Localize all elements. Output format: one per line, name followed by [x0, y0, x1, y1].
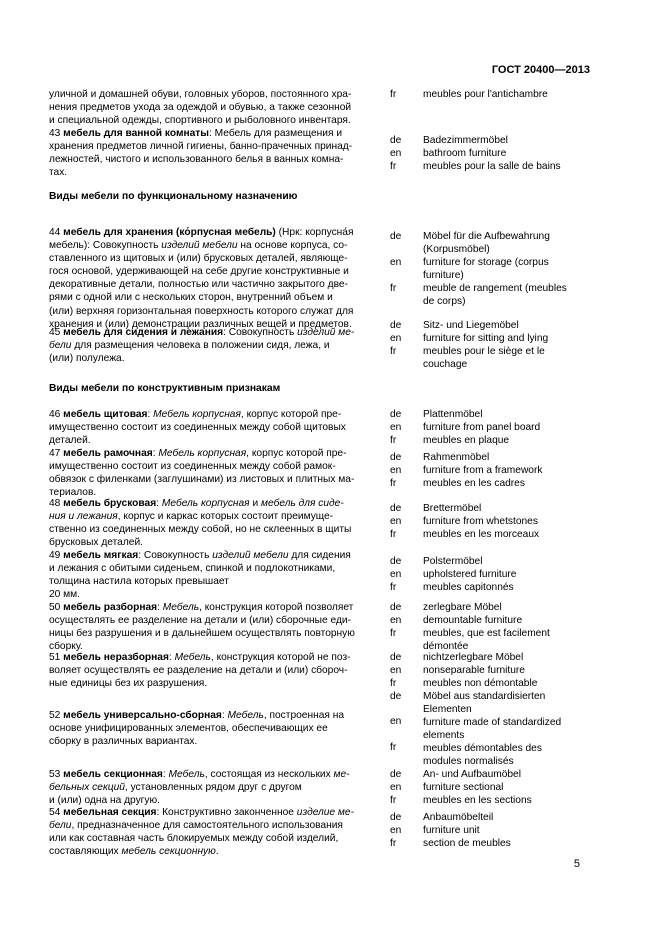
entry-51-text: , конструкция которой не поз-	[210, 652, 351, 663]
entry-48-translations	[423, 502, 593, 541]
entry-44-line-2	[49, 239, 388, 252]
entry-49-text: : Совокупность	[138, 550, 213, 561]
entry-52-text: :	[221, 710, 228, 721]
entry-53-translations	[423, 768, 593, 807]
tr-line: couchage	[423, 359, 468, 371]
entry-44-line-3: ставленного из щитовых и (или) брусковых деталей, являюще-	[49, 253, 348, 265]
entry-47-text: :	[152, 448, 159, 459]
entry-54-text: составляющих	[49, 846, 122, 858]
entry-53-text: :	[162, 769, 169, 780]
entry-51-text: :	[168, 652, 175, 663]
entry-44-text: на основе корпуса, со-	[237, 240, 348, 252]
entry-49-line-1	[49, 549, 388, 562]
entry-54-line-4	[49, 845, 388, 858]
entry-46-text: , корпус которой пре-	[240, 409, 342, 420]
entry-51-line-3: ные единицы без их разрушения.	[49, 678, 208, 690]
entry-44-line-5: декоративные детали, полностью или частично закрытого две-	[49, 279, 348, 291]
entry-45-line-2	[49, 339, 388, 352]
entry-46-definition	[49, 408, 388, 447]
entry-51-line-1	[49, 651, 388, 664]
entry-50-number: 50	[49, 602, 64, 613]
entry-43-line-2: хранения предметов личной гигиены, банно-прачечных принад-	[49, 141, 353, 153]
tr-line: (Korpusmöbel)	[423, 244, 490, 256]
entry-43-translations	[423, 134, 593, 173]
entry-53-line-1	[49, 768, 388, 781]
entry-44-line-7: (или) верхняя горизонтальная поверхность которого служат для	[49, 305, 354, 317]
entry-48-line-4: брусковых деталей.	[49, 537, 143, 549]
tr-en: furniture sectional	[423, 782, 504, 794]
entry-48-text: , корпус и каркас которых состоит преимуще-	[117, 511, 334, 523]
tr-de: An- und Aufbaumöbel	[423, 769, 521, 780]
lang-de: de	[390, 652, 402, 663]
entry-49-text: для сидения	[288, 550, 351, 561]
lang-en: en	[390, 422, 402, 434]
tr-line: furniture)	[423, 270, 464, 282]
lang-fr: fr	[390, 838, 397, 850]
entry-47-number: 47	[49, 448, 64, 459]
entry-49-line-4: 20 мм.	[49, 589, 81, 601]
entry-45-line-3: (или) полулежа.	[49, 353, 125, 365]
tr-line: meubles, que est facilement	[423, 628, 550, 640]
entry-52-line-2: основе унифицированных элементов, обеспечивающих ее	[49, 723, 328, 735]
entry-52-italic: Мебель	[227, 710, 264, 721]
entry-50-translations	[423, 601, 593, 653]
lang-en: en	[390, 148, 402, 160]
intro-lang: fr	[390, 89, 397, 100]
entry-44-line-6: рями с одной или с нескольких сторон, внутренний объем и	[49, 292, 333, 304]
lang-en: en	[390, 825, 402, 837]
entry-48-line-1	[49, 497, 388, 510]
lang-en: en	[390, 465, 402, 477]
entry-53-line-2	[49, 781, 388, 794]
tr-en: furniture from whetstones	[423, 516, 538, 528]
tr-fr: meubles capitonnés	[423, 582, 514, 594]
lang-fr: fr	[390, 478, 397, 490]
entry-54-line-3: или как составная часть блокируемых между собой изделий,	[49, 833, 339, 845]
entry-52-term: мебель универсально-сборная	[63, 710, 222, 721]
lang-de: de	[390, 769, 402, 780]
section-heading-functional: Виды мебели по функциональному назначению	[49, 191, 298, 202]
tr-en: upholstered furniture	[423, 569, 517, 581]
standard-header: ГОСТ 20400—2013	[491, 64, 590, 76]
tr-de: Polstermöbel	[423, 556, 483, 567]
lang-fr: fr	[390, 161, 397, 173]
entry-52-lang-fr: fr	[390, 742, 397, 753]
entry-53-italic: ме-	[333, 769, 350, 780]
tr-de: Rahmenmöbel	[423, 452, 490, 463]
tr-en: furniture unit	[423, 825, 480, 837]
tr-de: Brettermöbel	[423, 503, 482, 514]
tr-line: Sitz- und Liegemöbel	[423, 320, 519, 331]
entry-47-term: мебель рамочная	[63, 448, 153, 459]
entry-52-line-1	[49, 709, 388, 722]
entry-49-italic: изделий мебели	[212, 550, 289, 561]
tr-de: Plattenmöbel	[423, 409, 483, 420]
entry-53-italic: Мебель	[168, 769, 205, 780]
entry-48-line-2	[49, 510, 388, 523]
entry-54-text: .	[215, 846, 219, 858]
entry-46-line-3: деталей.	[49, 435, 91, 447]
entry-45-italic: изделий ме-	[297, 327, 355, 338]
page-number: 5	[573, 858, 580, 870]
entry-48-text: :	[156, 498, 162, 509]
lang-fr: fr	[390, 678, 397, 690]
entry-47-text: , корпус которой пре-	[246, 448, 347, 459]
lang-fr: fr	[390, 435, 397, 447]
entry-49-term: мебель мягкая	[63, 550, 139, 561]
tr-line: demountable furniture	[423, 615, 523, 627]
entry-43-langs	[390, 134, 414, 173]
entry-48-definition	[49, 497, 388, 549]
entry-47-langs	[390, 451, 414, 490]
entry-46-term: мебель щитовая	[63, 409, 148, 420]
lang-de: de	[390, 409, 402, 420]
entry-47-line-4: териалов.	[49, 487, 97, 499]
entry-53-term: мебель секционная	[63, 769, 163, 780]
entry-50-line-4: сборку.	[49, 641, 83, 653]
entry-44-def-start: (Нрк: корпусна́я	[275, 227, 354, 238]
lang-de: de	[390, 320, 402, 331]
tr-en: nonseparable furniture	[423, 665, 525, 677]
intro-definition	[49, 88, 388, 127]
tr-line: modules normalisés	[423, 756, 514, 768]
entry-51-langs	[390, 651, 414, 690]
entry-48-italic: мебель для сиде-	[260, 498, 344, 509]
entry-54-definition	[49, 806, 388, 858]
entry-46-text: :	[147, 409, 154, 420]
tr-fr: meubles non démontable	[423, 678, 538, 690]
entry-54-term: мебельная секция	[63, 807, 157, 818]
entry-49-translations	[423, 555, 593, 594]
lang-de: de	[390, 452, 402, 463]
entry-47-line-2: имущественно состоит из соединенных между собой рамок-	[49, 461, 336, 473]
lang-en: en	[390, 665, 402, 677]
tr-fr: section de meubles	[423, 838, 511, 850]
tr-line: meuble de rangement (meubles	[423, 283, 567, 295]
entry-50-term: мебель разборная	[63, 602, 158, 613]
entry-54-text: : Конструктивно законченное	[156, 807, 297, 818]
entry-50-text: :	[157, 602, 163, 613]
entry-45-italic: бели	[49, 340, 72, 352]
tr-line: démontée	[423, 641, 469, 653]
entry-54-line-1	[49, 806, 388, 819]
entry-52-text: , построенная на	[263, 710, 345, 721]
entry-54-italic: бели	[49, 820, 72, 832]
entry-48-line-3: ственно из соединенных между собой, но не склеенных в щиты	[49, 524, 352, 536]
entry-50-line-3: ницы без разрушения и в дальнейшем осуществлять повторную	[49, 628, 355, 640]
tr-fr: meubles en plaque	[423, 435, 510, 447]
entry-53-italic: бельных секций	[49, 782, 125, 794]
tr-en: furniture from panel board	[423, 422, 541, 434]
entry-50-definition	[49, 601, 388, 653]
entry-52-translations	[423, 690, 593, 769]
tr-de: Anbaumöbelteil	[423, 812, 494, 823]
entry-44-number: 44	[49, 227, 64, 238]
entry-47-italic: Мебель корпусная	[158, 448, 247, 459]
lang-en: en	[390, 615, 402, 627]
tr-fr: meubles en les sections	[423, 795, 532, 807]
entry-43-number: 43	[49, 128, 64, 139]
entry-46-langs	[390, 408, 414, 447]
tr-fr: meubles en les morceaux	[423, 529, 540, 541]
tr-fr: meubles pour la salle de bains	[423, 161, 561, 173]
entry-48-number: 48	[49, 498, 64, 509]
entry-46-translations	[423, 408, 593, 447]
entry-51-term: мебель неразборная	[63, 652, 169, 663]
entry-54-langs	[390, 811, 414, 850]
entry-48-italic: Мебель корпусная	[161, 498, 250, 509]
entry-54-translations	[423, 811, 593, 850]
tr-line: de corps)	[423, 296, 466, 308]
entry-43-line-3: лежностей, чистого и использованного белья в ванных комна-	[49, 154, 344, 166]
entry-54-italic: изделие ме-	[296, 807, 354, 818]
entry-53-line-3: и (или) одна на другую.	[49, 795, 160, 807]
entry-53-definition	[49, 768, 388, 807]
tr-en: bathroom furniture	[423, 148, 507, 160]
entry-54-text: , предназначенное для самостоятельного использования	[71, 820, 343, 832]
entry-49-langs	[390, 555, 414, 594]
intro-line-3: и специальной одежды, спортивного и рыболовного инвентаря.	[49, 115, 351, 127]
entry-50-line-1	[49, 601, 388, 614]
lang-fr: fr	[390, 346, 397, 358]
entry-48-term: мебель брусковая	[63, 498, 157, 509]
entry-46-number: 46	[49, 409, 64, 420]
entry-45-line-1	[49, 326, 388, 339]
entry-54-line-2	[49, 819, 388, 832]
entry-54-italic: мебель секционную	[121, 846, 216, 858]
tr-line: zerlegbare Möbel	[423, 602, 502, 613]
entry-43-definition	[49, 127, 388, 179]
entry-52-lang-de: de	[390, 691, 402, 702]
tr-line: furniture for sitting and lying	[423, 333, 549, 345]
entry-44-lang-de: de	[390, 231, 402, 242]
lang-fr: fr	[390, 628, 397, 640]
entry-43-line-4: тах.	[49, 167, 68, 179]
entry-45-number: 45	[49, 327, 64, 338]
entry-44-line-4: гося основой, удерживающей на себе другие конструктивные и	[49, 266, 349, 278]
entry-44-term: мебель для хранения (ко́рпусная мебель)	[63, 227, 276, 238]
intro-line-1: уличной и домашней обуви, головных уборов, постоянного хра-	[49, 89, 352, 100]
lang-de: de	[390, 812, 402, 823]
tr-line: Möbel für die Aufbewahrung	[423, 231, 550, 242]
entry-51-number: 51	[49, 652, 64, 663]
tr-en: furniture from a framework	[423, 465, 543, 477]
entry-46-line-1	[49, 408, 388, 421]
entry-54-number: 54	[49, 807, 64, 818]
entry-49-definition	[49, 549, 388, 601]
entry-44-italic: изделий мебели	[161, 240, 238, 252]
entry-43-line-1	[49, 127, 388, 140]
lang-de: de	[390, 556, 402, 567]
entry-45-term: мебель для сидения и лежания	[63, 327, 224, 338]
entry-44-line-1	[49, 226, 388, 239]
entry-53-langs	[390, 768, 414, 807]
entry-51-translations	[423, 651, 593, 690]
intro-translation: meubles pour l'antichambre	[423, 89, 548, 100]
intro-line-2: нения предметов ухода за одеждой и обувью, а также сезонной	[49, 102, 352, 114]
entry-53-text: , состоящая из нескольких	[204, 769, 334, 780]
entry-44-definition	[49, 226, 388, 331]
lang-fr: fr	[390, 529, 397, 541]
entry-45-text: для размещения человека в положении сидя, лежа, и	[71, 340, 330, 352]
tr-line: meubles démontables des	[423, 743, 542, 755]
entry-53-text: , установленных рядом друг с другом	[124, 782, 302, 794]
entry-47-line-1	[49, 447, 388, 460]
lang-en: en	[390, 333, 402, 345]
lang-de: de	[390, 135, 402, 146]
tr-de: nichtzerlegbare Möbel	[423, 652, 524, 663]
entry-46-line-2: имущественно состоит из соединенных между собой щитовых	[49, 422, 346, 434]
entry-49-line-3: толщина настила которых превышает	[49, 576, 229, 588]
tr-fr: meubles en les cadres	[423, 478, 525, 490]
tr-line: Elementen	[423, 704, 472, 716]
lang-fr: fr	[390, 795, 397, 807]
lang-de: de	[390, 503, 402, 514]
entry-52-line-3: сборку в различных вариантах.	[49, 736, 198, 748]
entry-52-definition	[49, 709, 388, 748]
lang-fr: fr	[390, 582, 397, 594]
entry-50-text: , конструкция которой позволяет	[199, 602, 354, 613]
entry-44-translations	[423, 230, 593, 309]
section-heading-constructive: Виды мебели по конструктивным признакам	[49, 383, 281, 394]
tr-line: meubles pour le siège et le	[423, 346, 545, 358]
entry-53-number: 53	[49, 769, 64, 780]
entry-44-lang-en: en	[390, 257, 402, 268]
entry-51-italic: Мебель	[174, 652, 211, 663]
lang-en: en	[390, 516, 402, 528]
entry-51-definition	[49, 651, 388, 690]
entry-52-number: 52	[49, 710, 64, 721]
entry-44-lang-fr: fr	[390, 283, 397, 294]
entry-45-translations	[423, 319, 593, 371]
entry-49-number: 49	[49, 550, 64, 561]
entry-45-definition	[49, 326, 388, 365]
entry-50-langs	[390, 601, 414, 640]
lang-de: de	[390, 602, 402, 613]
entry-51-line-2: воляет осуществлять ее разделение на детали и (или) сбороч-	[49, 665, 348, 677]
entry-48-text: и	[249, 498, 261, 509]
entry-45-langs	[390, 319, 414, 358]
tr-line: furniture made of standardized	[423, 717, 562, 729]
entry-49-line-2: и лежания с обитыми сиденьем, спинкой и подлокотниками,	[49, 563, 336, 575]
entry-44-line-8: хранения и (или) демонстрации различных вещей и предметов.	[49, 318, 352, 330]
tr-line: furniture for storage (corpus	[423, 257, 549, 269]
entry-48-italic: ния и лежания	[49, 511, 118, 523]
entry-46-italic: Мебель корпусная	[153, 409, 241, 420]
entry-43-def-start: : Мебель для размещения и	[209, 128, 343, 139]
entry-47-translations	[423, 451, 593, 490]
entry-47-line-3: обвязок с филенками (заглушинами) из листовых и плитных ма-	[49, 474, 355, 486]
entry-44-text: мебель): Совокупность	[49, 240, 162, 252]
entry-43-term: мебель для ванной комнаты	[63, 128, 209, 139]
entry-50-italic: Мебель	[162, 602, 200, 613]
lang-en: en	[390, 782, 402, 794]
entry-45-text: : Совокупность	[223, 327, 298, 338]
entry-52-lang-en: en	[390, 716, 402, 727]
lang-en: en	[390, 569, 402, 581]
entry-48-langs	[390, 502, 414, 541]
entry-50-line-2: осуществлять ее разделение на детали и (или) сборочные еди-	[49, 615, 351, 627]
tr-line: Möbel aus standardisierten	[423, 691, 546, 702]
entry-47-definition	[49, 447, 388, 499]
tr-line: elements	[423, 730, 465, 742]
tr-de: Badezimmermöbel	[423, 135, 508, 146]
